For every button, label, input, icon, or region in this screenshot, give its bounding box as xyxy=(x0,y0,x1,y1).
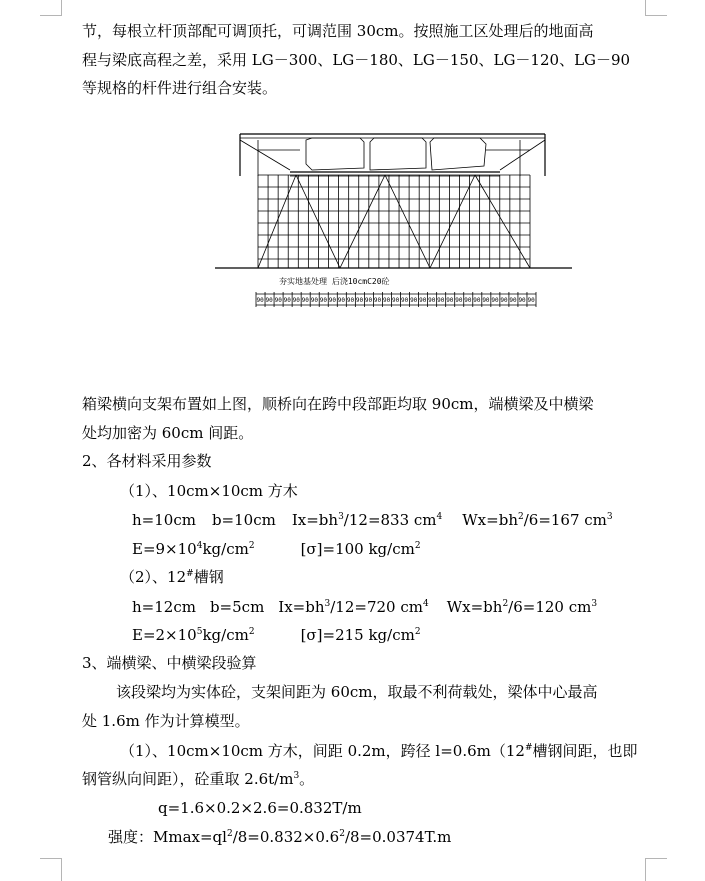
spacing-label: 90 xyxy=(482,297,490,304)
item1-sigma: [σ]=100 $kg/cm^2$ xyxy=(300,540,421,558)
spacing-label: 90 xyxy=(346,297,355,304)
item2-e: $E=2\times 10^5kg/cm^2$ xyxy=(132,626,255,644)
spacing-label: 90 xyxy=(319,297,327,304)
scaffold-diagonal-brace xyxy=(258,175,296,268)
scaffold-diagonal-brace xyxy=(475,175,530,268)
spacing-label: 90 xyxy=(392,297,400,304)
spacing-label: 90 xyxy=(419,297,427,304)
item2-wx: $Wx=bh^2/6=120$ $cm^3$ xyxy=(446,598,598,616)
wing-brace xyxy=(500,140,545,170)
item2-title: （2）、12#槽钢 xyxy=(120,568,224,586)
section3-p1-line-1: 该段梁均为实体砼，支架间距为 60cm，取最不利荷载处，梁体中心最高 xyxy=(116,683,598,701)
item1-wx: $Wx=bh^2/6=167$ $cm^3$ xyxy=(462,511,613,529)
spacing-label: 90 xyxy=(410,297,418,304)
spacing-label: 90 xyxy=(283,297,291,304)
spacing-label: 90 xyxy=(509,297,517,304)
section3-p2-line-1: （1）、10cm×10cm 方木，间距 0.2m，跨径 l=0.6m（12#槽钢间距，也即 xyxy=(120,742,638,760)
spacing-label: 90 xyxy=(446,297,454,304)
item1-title: （1）、10cm×10cm 方木 xyxy=(120,482,298,500)
spacing-label: 90 xyxy=(292,297,300,304)
spacing-label: 90 xyxy=(310,297,318,304)
intro-line-2: 程与梁底高程之差，采用 LG－300、LG－180、LG－150、LG－120、LG－90 xyxy=(82,51,631,69)
spacing-label: 90 xyxy=(274,297,282,304)
para1-line-1: 箱梁横向支架布置如上图，顺桥向在跨中段部距均取 90cm，端横梁及中横梁 xyxy=(82,395,594,413)
para1-line-2: 处均加密为 60cm 间距。 xyxy=(82,424,254,442)
foundation-label: 夯实地基处理 后浇10cmC20砼 xyxy=(279,277,390,286)
corner-mark-bottom-right-h xyxy=(645,858,667,859)
spacing-label: 90 xyxy=(265,297,273,304)
item1-b: b=10cm xyxy=(211,511,276,529)
item1-e-line xyxy=(132,539,421,559)
spacing-label: 90 xyxy=(256,297,264,304)
item1-e: $E=9\times 10^4kg/cm^2$ xyxy=(132,540,255,558)
scaffold-diagonal-brace xyxy=(430,175,475,268)
load-formula: q=1.6×0.2×2.6=0.832T/m xyxy=(158,799,362,817)
corner-mark-bottom-left-v xyxy=(61,858,62,881)
wing-brace xyxy=(240,140,290,170)
spacing-label: 90 xyxy=(518,297,526,304)
item2-h: h=12cm xyxy=(132,598,196,616)
scaffold-diagonal-brace xyxy=(385,175,430,268)
section3-p2-line-2: 钢管纵向间距），砼重取 $2.6t/m^3$。 xyxy=(82,770,315,788)
spacing-label: 90 xyxy=(500,297,508,304)
spacing-label: 90 xyxy=(355,297,364,304)
intro-line-3: 等规格的杆件进行组合安装。 xyxy=(82,79,278,97)
corner-mark-bottom-left-h xyxy=(40,858,62,859)
spacing-label: 90 xyxy=(301,297,309,304)
intro-line-1: 节，每根立杆顶部配可调顶托，可调范围 30cm。按照施工区处理后的地面高 xyxy=(82,22,594,40)
item2-sigma: [σ]=215 $kg/cm^2$ xyxy=(300,626,421,644)
spacing-label: 90 xyxy=(455,297,463,304)
spacing-label: 90 xyxy=(337,297,346,304)
section2-heading: 2、各材料采用参数 xyxy=(82,452,212,470)
item1-ix: $Ix=bh^3/12=833$ $cm^4$ xyxy=(291,511,443,529)
spacing-label: 90 xyxy=(328,297,337,304)
spacing-label: 90 xyxy=(473,297,481,304)
scaffold-diagonal-brace xyxy=(340,175,385,268)
box-cell-middle xyxy=(370,138,426,170)
scaffold-diagonal-brace xyxy=(296,175,340,268)
spacing-label: 90 xyxy=(491,297,499,304)
section3-p1-line-2: 处 1.6m 作为计算模型。 xyxy=(82,712,250,730)
spacing-label: 90 xyxy=(401,297,409,304)
box-cell-right xyxy=(430,138,486,170)
spacing-label: 90 xyxy=(437,297,445,304)
scaffold-cross-section-drawing xyxy=(0,0,705,340)
corner-mark-bottom-right-v xyxy=(645,858,646,881)
item2-ix: $Ix=bh^3/12=720$ $cm^4$ xyxy=(278,598,429,616)
item1-h: h=10cm xyxy=(132,511,196,529)
item2-b: b=5cm xyxy=(209,598,265,616)
item2-params-line xyxy=(132,597,597,617)
box-cell-left xyxy=(306,138,364,170)
spacing-label: 90 xyxy=(428,297,436,304)
strength-formula: 强度：$Mmax=ql^2/8=0.832\times 0.6^2/8=0.0374T.m$ xyxy=(108,828,452,846)
spacing-label: 90 xyxy=(382,297,391,304)
spacing-label: 90 xyxy=(527,297,535,304)
spacing-label: 90 xyxy=(364,297,373,304)
spacing-label: 90 xyxy=(464,297,472,304)
item1-params-line xyxy=(132,510,613,530)
section3-heading: 3、端横梁、中横梁段验算 xyxy=(82,654,257,672)
item2-e-line xyxy=(132,625,421,645)
spacing-label: 90 xyxy=(373,297,382,304)
